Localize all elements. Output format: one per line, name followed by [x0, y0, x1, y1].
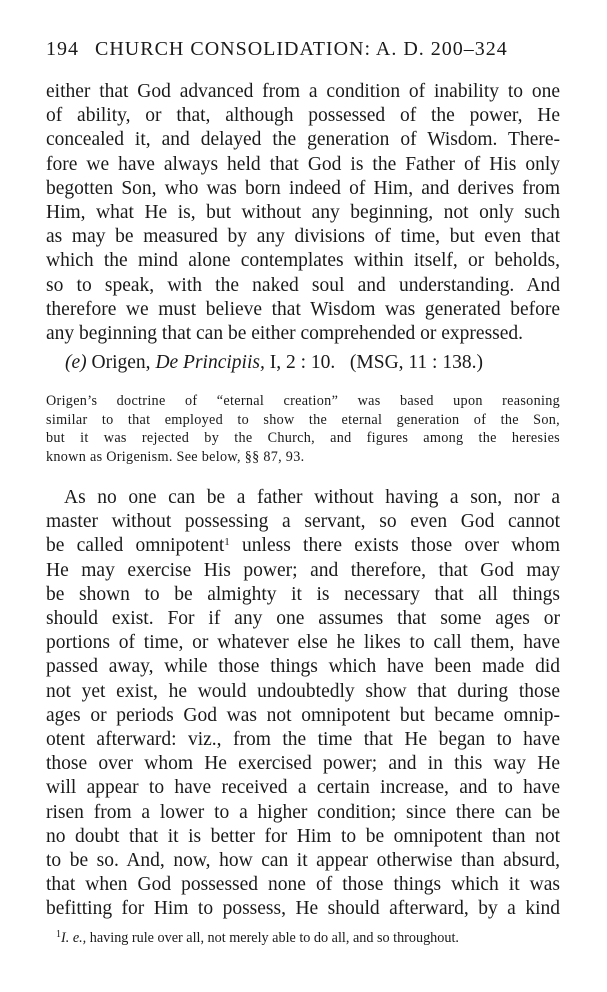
footnote: [56, 929, 576, 947]
text-line-with-footnote-ref: [46, 534, 560, 558]
text-line: as may be measured by any divisions of time, but even that: [46, 226, 560, 248]
text-line: any beginning that can be either comprehended or expressed.: [46, 323, 524, 345]
text-line: so to speak, with the naked soul and understanding. And: [46, 274, 560, 296]
text-line: concealed it, and delayed the generation of Wisdom. There-: [46, 129, 560, 151]
text-line: no doubt that it is better for Him to be omnipotent than not: [46, 825, 560, 847]
source-work: De Principiis,: [155, 352, 265, 373]
text-line: risen from a lower to a higher condition; since there can be: [46, 801, 560, 823]
text-line: be shown to be almighty it is necessary that all things: [46, 583, 560, 605]
source-heading: [65, 352, 565, 374]
note-line: similar to that employed to show the eternal generation of the Son,: [46, 411, 560, 428]
footnote-marker: 1: [56, 929, 61, 940]
note-line: Origen’s doctrine of “eternal creation” was based upon reasoning: [46, 393, 560, 409]
text-line: otent afterward: viz., from the time that He began to have: [46, 729, 560, 751]
text-segment: be called omnipotent: [46, 535, 225, 557]
text-line: begotten Son, who was born indeed of Him, and derives from: [46, 177, 560, 199]
text-line: Him, what He is, but without any beginning, not only such: [46, 202, 560, 224]
text-line: passed away, while those things which have been made did: [46, 656, 560, 678]
note-line: but it was rejected by the Church, and figures among the heresies: [46, 430, 560, 447]
editor-note: [46, 392, 560, 466]
footnote-text: having rule over all, not merely able to do all, and so throughout.: [86, 930, 459, 946]
text-line: portions of time, or whatever else he likes to call them, have: [46, 632, 560, 654]
text-line: to be so. And, now, how can it appear otherwise than absurd,: [46, 850, 560, 872]
running-title: CHURCH CONSOLIDATION: A. D. 200–324: [95, 38, 508, 60]
text-line: should exist. For if any one assumes that some ages or: [46, 608, 560, 630]
text-line: not yet exist, he would undoubtedly show that during those: [46, 680, 560, 702]
footnote-reference[interactable]: 1: [224, 536, 230, 549]
text-line: fore we have always held that God is the Father of His only: [46, 153, 560, 175]
text-line: therefore we must believe that Wisdom was generated before: [46, 298, 560, 320]
text-line: will appear to have received a certain increase, and to have: [46, 777, 560, 799]
text-line: ages or periods God was not omnipotent but became omnip-: [46, 704, 560, 726]
source-citation: (MSG, 11 : 138.): [349, 352, 483, 373]
source-author: Origen,: [91, 352, 151, 373]
text-line: befitting for Him to possess, He should afterward, by a kind: [46, 898, 560, 920]
source-reference: I, 2 : 10.: [269, 352, 336, 373]
source-label: (e): [65, 352, 87, 373]
text-line: As no one can be a father without having a son, nor a: [64, 487, 560, 508]
text-line: master without possessing a servant, so even God cannot: [46, 511, 560, 533]
footnote-abbr: I. e.,: [61, 930, 87, 946]
paragraph-continued: [46, 80, 560, 346]
text-line: which the mind alone contemplates within itself, or beholds,: [46, 250, 560, 272]
running-head: [46, 38, 576, 61]
text-segment: unless there exists those over whom: [229, 535, 560, 557]
note-line: known as Origenism. See below, §§ 87, 93.: [46, 448, 305, 465]
text-line: of ability, or that, although possessed of the power, He: [46, 105, 560, 127]
text-line: those over whom He exercised power; and in this way He: [46, 753, 560, 775]
text-line: He may exercise His power; and therefore, that God may: [46, 559, 560, 581]
paragraph-quotation: [46, 486, 560, 922]
text-line: either that God advanced from a condition of inability to one: [46, 81, 560, 102]
page-number: 194: [46, 38, 79, 60]
text-line: that when God possessed none of those things which it was: [46, 874, 560, 896]
